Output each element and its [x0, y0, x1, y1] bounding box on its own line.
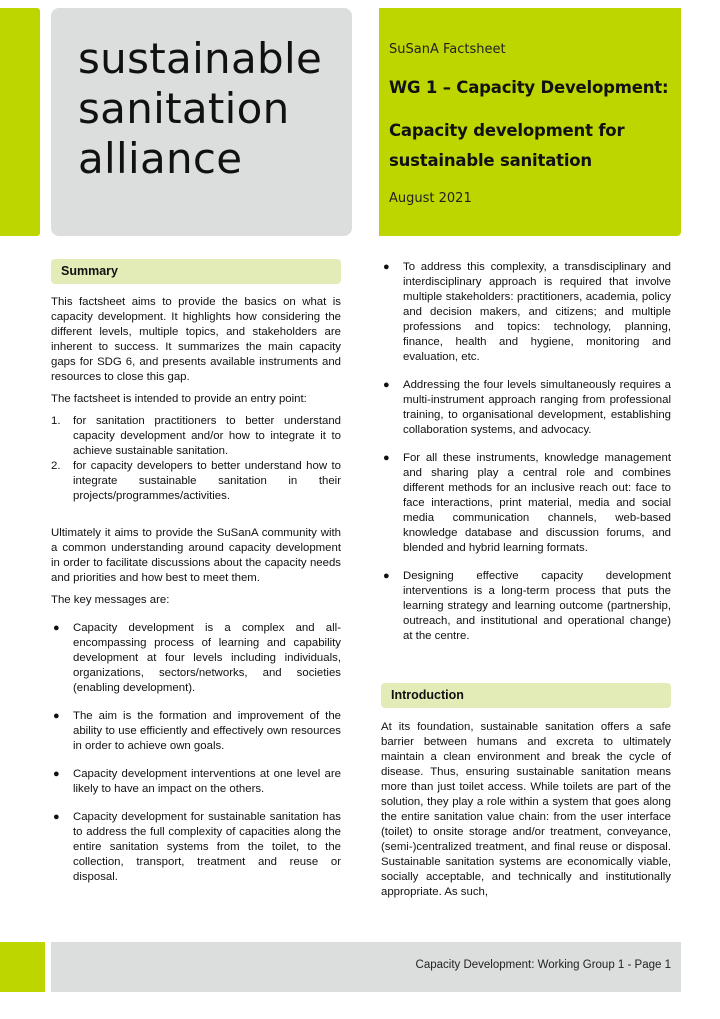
- list-item-text: for sanitation practitioners to better understand capacity development and/or how to integrate it to achieve sustainable sanitation.: [73, 415, 341, 457]
- ultimate-aim: Ultimately it aims to provide the SuSanA community with a common understanding around capacity development in order to facilitate discussions about the capacity needs and priorities and how best to meet them.: [51, 527, 341, 584]
- list-item: [381, 260, 671, 365]
- logo-line-1: sustainable: [78, 34, 323, 83]
- logo-wordmark: [78, 34, 322, 184]
- list-item: [51, 621, 341, 696]
- list-item-text: Capacity development is a complex and all-encompassing process of learning and capability development at four levels including individuals, organizations, sectors/networks, and societies (enabling development).: [73, 622, 341, 694]
- logo-line-2: sanitation: [78, 84, 290, 133]
- bullet-icon: ●: [53, 811, 60, 823]
- list-item-text: Designing effective capacity development interventions is a long-term process that puts the learning strategy and learning outcome (partnership, outreach, and institutional and operational change) at the centre.: [403, 570, 671, 642]
- list-number: 1.: [51, 415, 61, 427]
- list-item: [51, 414, 341, 459]
- susana-logo: [51, 8, 352, 236]
- list-item: [51, 810, 341, 885]
- list-item: [51, 459, 341, 504]
- bullet-icon: ●: [383, 570, 390, 582]
- working-group-heading: WG 1 – Capacity Development:: [389, 78, 669, 97]
- list-item-text: To address this complexity, a transdisciplinary and interdisciplinary approach is required that involve multiple stakeholders: practitioners, academia, policy and decision makers, and citizens; and multiple professions and topics: technology, planning, finance, health and hygiene, monitoring and evaluation, etc.: [403, 261, 671, 363]
- summary-intro: This factsheet aims to provide the basics on what is capacity development. It highlights how considering the different levels, multiple topics, and stakeholders are inherent to success. It summarizes the main capacity gaps for SDG 6, and presents available instruments and resources to close this gap.: [51, 296, 341, 383]
- publication-date: August 2021: [389, 191, 472, 206]
- list-item-text: Capacity development for sustainable sanitation has to address the full complexity of capacities along the entire sanitation systems from the toilet, to the collection, transport, treatment and reuse or disposal.: [73, 811, 341, 883]
- list-item: [51, 709, 341, 754]
- logo-line-3: alliance: [78, 134, 243, 183]
- key-messages-list-left: [51, 621, 341, 885]
- bullet-icon: ●: [53, 622, 60, 634]
- list-item: [381, 451, 671, 556]
- list-number: 2.: [51, 460, 61, 472]
- list-item: [51, 767, 341, 797]
- list-item-text: Capacity development interventions at one level are likely to have an impact on the others.: [73, 768, 341, 795]
- left-column: [51, 259, 341, 898]
- right-column: [381, 260, 671, 657]
- introduction-heading: Introduction: [381, 683, 671, 708]
- list-item-text: For all these instruments, knowledge management and sharing play a central role and combines different methods for an inclusive reach out: face to face interactions, print material, media and social media communication channels, web-based knowledge database and discussion forums, and blended and hybrid learning formats.: [403, 452, 671, 554]
- footer-brand-block: [0, 942, 45, 992]
- bullet-icon: ●: [383, 379, 390, 391]
- footer-page-label: Capacity Development: Working Group 1 - Page 1: [415, 959, 671, 971]
- introduction-section: [381, 683, 671, 907]
- entry-point-list: [51, 414, 341, 504]
- key-messages-list-right: [381, 260, 671, 644]
- bullet-icon: ●: [383, 261, 390, 273]
- title-panel: [379, 8, 681, 236]
- list-item: [381, 569, 671, 644]
- footer-bar: [51, 942, 681, 992]
- factsheet-kicker: SuSanA Factsheet: [389, 42, 506, 57]
- entry-point-lead: The factsheet is intended to provide an entry point:: [51, 393, 307, 405]
- key-messages-lead: The key messages are:: [51, 594, 170, 606]
- bullet-icon: ●: [383, 452, 390, 464]
- list-item-text: Addressing the four levels simultaneously requires a multi-instrument approach ranging from professional training, to organisational development, establishing collaboration systems, and advocacy.: [403, 379, 671, 436]
- bullet-icon: ●: [53, 710, 60, 722]
- brand-color-bar: [0, 8, 40, 236]
- list-item: [381, 378, 671, 438]
- bullet-icon: ●: [53, 768, 60, 780]
- document-title: Capacity development for sustainable sanitation: [389, 121, 625, 170]
- list-item-text: for capacity developers to better understand how to integrate sustainable sanitation in their projects/programmes/activities.: [73, 460, 341, 502]
- list-item-text: The aim is the formation and improvement of the ability to use efficiently and effectively own resources in order to achieve own goals.: [73, 710, 341, 752]
- introduction-text: At its foundation, sustainable sanitation offers a safe barrier between humans and excreta to ultimately maintain a clean environment and break the cycle of disease. Thus, ensuring sustainable sanitation means more than just toilet access. While toilets are part of the solution, they play a role within a system that goes along the entire sanitation value chain: from the user interface (toilet) to onsite storage and/or treatment, conveyance, (semi-)centralized treatment, and final reuse or disposal. Sustainable sanitation systems are economically viable, socially acceptable, and technically and institutionally appropriate. As such,: [381, 721, 671, 898]
- summary-heading: Summary: [51, 259, 341, 284]
